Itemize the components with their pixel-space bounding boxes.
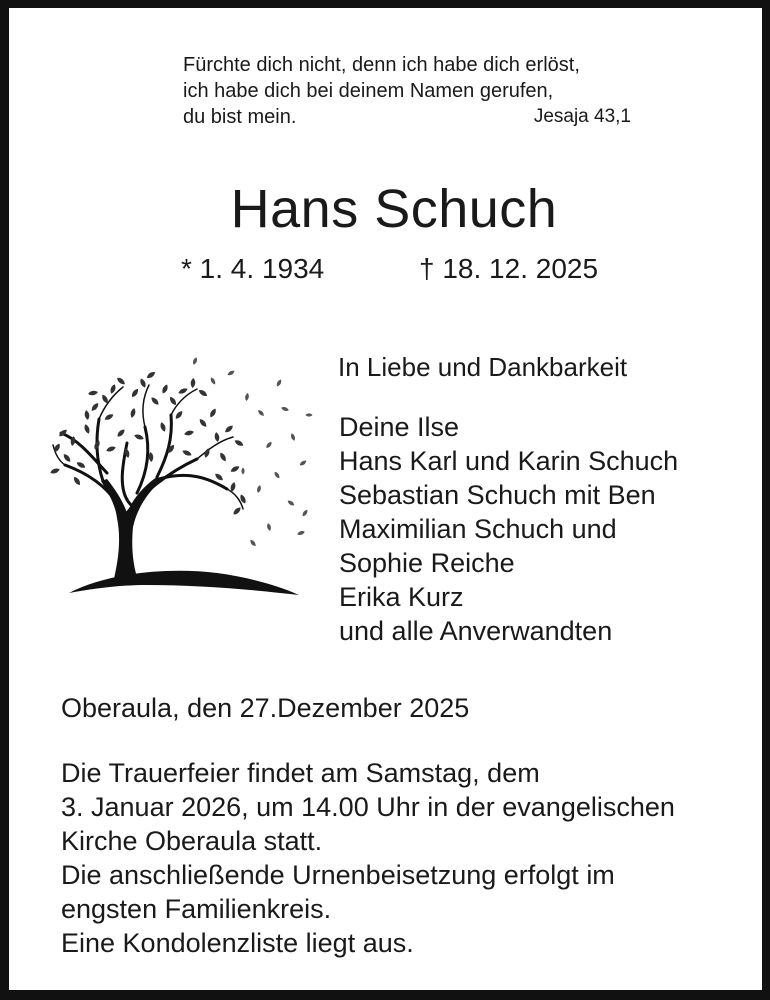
place-date: Oberaula, den 27.Dezember 2025: [61, 693, 470, 723]
notice-line: 3. Januar 2026, um 14.00 Uhr in der evangelischen: [61, 792, 675, 822]
mourner-name: Deine Ilse: [339, 412, 460, 442]
mourner-name: Sebastian Schuch mit Ben: [339, 480, 656, 510]
verse-line: ich habe dich bei deinem Namen gerufen,: [183, 80, 554, 102]
funeral-notice: [61, 756, 675, 960]
notice-line: Eine Kondolenzliste liegt aus.: [61, 928, 414, 958]
verse-reference: Jesaja 43,1: [533, 106, 631, 127]
notice-line: Die anschließende Urnenbeisetzung erfolgt im: [61, 860, 615, 890]
death-date: † 18. 12. 2025: [419, 253, 599, 284]
deceased-name: Hans Schuch: [230, 179, 558, 239]
verse-line: Fürchte dich nicht, denn ich habe dich erlöst,: [183, 54, 580, 76]
mourner-name: Sophie Reiche: [339, 548, 515, 578]
tree-with-falling-leaves-icon: [47, 353, 317, 603]
thanks-line: In Liebe und Dankbarkeit: [338, 352, 628, 382]
mourner-name: und alle Anverwandten: [339, 616, 613, 646]
notice-line: engsten Familienkreis.: [61, 894, 332, 924]
birth-date: * 1. 4. 1934: [181, 253, 325, 284]
mourner-name: Hans Karl und Karin Schuch: [339, 446, 679, 476]
mourners-list: [339, 410, 678, 648]
bible-verse: [183, 52, 643, 130]
notice-line: Die Trauerfeier findet am Samstag, dem: [61, 758, 540, 788]
mourner-name: Erika Kurz: [339, 582, 464, 612]
verse-line: du bist mein.: [183, 106, 297, 128]
mourner-name: Maximilian Schuch und: [339, 514, 617, 544]
notice-line: Kirche Oberaula statt.: [61, 826, 323, 856]
